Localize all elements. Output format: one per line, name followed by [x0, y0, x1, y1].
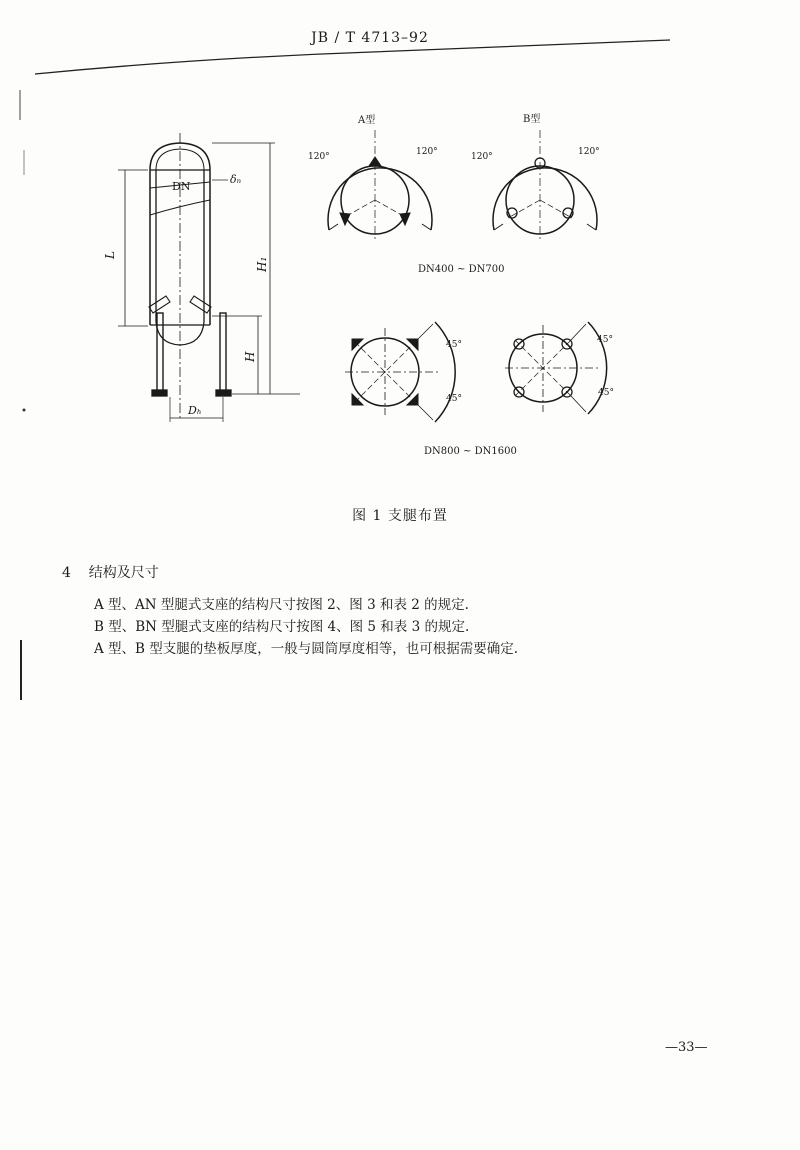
type-b-four-leg-layout: [505, 322, 607, 414]
type-a4-angle-top: 45°: [446, 340, 462, 350]
section-number: 4: [62, 565, 71, 581]
label-delta: δₙ: [230, 173, 242, 186]
paragraph-3: A 型、B 型支腿的垫板厚度，一般与圆筒厚度相等，也可根据需要确定.: [94, 641, 519, 657]
label-h1: H₁: [255, 256, 269, 272]
paragraph-1: A 型、AN 型腿式支座的结构尺寸按图 2、图 3 和表 2 的规定.: [94, 597, 469, 613]
figure-caption: 图 1 支腿布置: [352, 508, 448, 524]
range-large-label: DN800 ~ DN1600: [424, 446, 517, 457]
label-dn: DN: [172, 180, 191, 193]
type-a-label: A型: [358, 115, 376, 126]
label-l: L: [103, 251, 117, 259]
type-b4-angle-top: 45°: [597, 335, 613, 345]
range-small-label: DN400 ~ DN700: [418, 264, 505, 275]
type-a-angle-left: 120°: [308, 152, 330, 162]
paragraph-2: B 型、BN 型腿式支座的结构尺寸按图 4、图 5 和表 3 的规定.: [94, 619, 470, 635]
label-h: H: [243, 351, 257, 362]
type-a-four-leg-layout: [345, 322, 455, 422]
vessel-side-view: [118, 133, 300, 422]
type-b4-angle-bottom: 45°: [598, 388, 614, 398]
type-b-angle-left: 120°: [471, 152, 493, 162]
type-a4-angle-bottom: 45°: [446, 394, 462, 404]
header-rule: [35, 40, 670, 74]
section-title: 结构及尺寸: [88, 565, 159, 581]
standard-code: JB / T 4713–92: [311, 30, 429, 46]
section-heading: [62, 562, 159, 582]
margin-mark: [20, 640, 22, 700]
type-b-angle-right: 120°: [578, 147, 600, 157]
label-db: Dₕ: [188, 404, 202, 417]
page-number: —33—: [665, 1040, 708, 1055]
type-b-label: B型: [523, 114, 541, 125]
figure-1-drawing: [0, 0, 800, 500]
type-a-angle-right: 120°: [416, 147, 438, 157]
